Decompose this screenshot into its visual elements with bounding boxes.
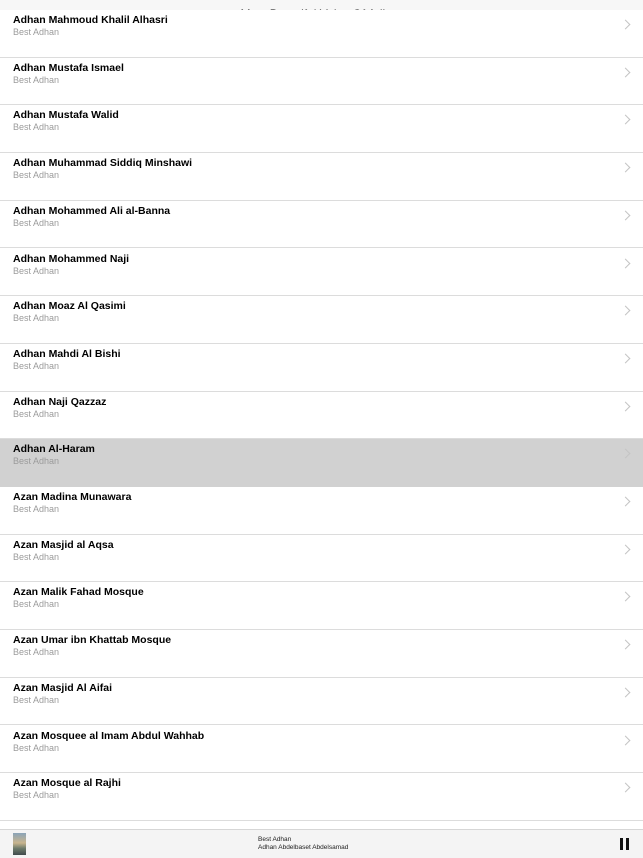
list-item-subtitle: Best Adhan: [13, 456, 60, 467]
chevron-right-icon: [621, 115, 631, 125]
list-item-title: Azan Madina Munawara: [13, 491, 132, 503]
list-item-subtitle: Best Adhan: [13, 742, 60, 753]
pause-icon[interactable]: [620, 838, 630, 850]
list-item-subtitle: Best Adhan: [13, 647, 60, 658]
chevron-right-icon: [621, 163, 631, 173]
list-item-subtitle: Best Adhan: [13, 408, 60, 419]
list-item-subtitle: Best Adhan: [13, 170, 60, 181]
chevron-right-icon: [621, 687, 631, 697]
list-item-title: Adhan Mahdi Al Bishi: [13, 347, 121, 360]
chevron-right-icon: [621, 592, 631, 602]
list-item[interactable]: [0, 201, 643, 249]
list-item-title: Azan Umar ibn Khattab Mosque: [13, 634, 172, 647]
list-item-title: Azan Masjid Al Aifai: [13, 681, 112, 694]
list-item[interactable]: [0, 10, 643, 58]
list-item[interactable]: [0, 439, 643, 487]
list-item-title: Adhan Mahmoud Khalil Alhasri: [13, 14, 168, 26]
chevron-right-icon: [621, 640, 631, 650]
chevron-right-icon: [621, 258, 631, 268]
list-item[interactable]: [0, 678, 643, 726]
list-item-subtitle: Best Adhan: [13, 504, 60, 514]
list-item-subtitle: Best Adhan: [13, 694, 60, 705]
chevron-right-icon: [621, 306, 631, 316]
list-item[interactable]: [0, 582, 643, 630]
list-item-subtitle: Best Adhan: [13, 74, 60, 85]
list-item-subtitle: Best Adhan: [13, 313, 60, 324]
list-item[interactable]: [0, 105, 643, 153]
now-playing-bar[interactable]: [0, 829, 643, 858]
chevron-right-icon: [621, 783, 631, 793]
chevron-right-icon: [621, 67, 631, 77]
list-item-title: Adhan Mustafa Ismael: [13, 61, 124, 74]
list-item-subtitle: Best Adhan: [13, 551, 60, 562]
chevron-right-icon: [621, 210, 631, 220]
list-item-title: Adhan Moaz Al Qasimi: [13, 300, 126, 313]
list-item-title: Azan Mosque al Rajhi: [13, 777, 121, 790]
now-playing-info[interactable]: [258, 836, 348, 852]
list-item[interactable]: [0, 726, 643, 774]
list-item-subtitle: Best Adhan: [13, 360, 60, 371]
chevron-right-icon: [621, 544, 631, 554]
list-item-subtitle: Best Adhan: [13, 27, 60, 37]
list-item-title: Adhan Al-Haram: [13, 443, 95, 456]
list-item[interactable]: [0, 296, 643, 344]
chevron-right-icon: [621, 497, 631, 507]
chevron-right-icon: [621, 401, 631, 411]
list-item[interactable]: [0, 630, 643, 678]
list-item[interactable]: [0, 58, 643, 106]
list-item-title: Adhan Mohammed Naji: [13, 252, 130, 265]
list-item-subtitle: Best Adhan: [13, 217, 60, 228]
list-item[interactable]: [0, 773, 643, 821]
list-item-title: Adhan Mohammed Ali al-Banna: [13, 204, 171, 217]
list-item[interactable]: [0, 487, 643, 535]
chevron-right-icon: [621, 735, 631, 745]
list-item-subtitle: Best Adhan: [13, 790, 60, 801]
list-item-subtitle: Best Adhan: [13, 265, 60, 276]
list-item-subtitle: Best Adhan: [13, 122, 60, 133]
list-item-title: Adhan Mustafa Walid: [13, 109, 119, 122]
list-item[interactable]: [0, 249, 643, 297]
list-item[interactable]: [0, 344, 643, 392]
now-playing-title: Adhan Abdelbaset Abdelsamad: [258, 844, 349, 851]
chevron-right-icon: [621, 353, 631, 363]
list-item[interactable]: [0, 535, 643, 583]
chevron-right-icon: [621, 449, 631, 459]
album-artwork[interactable]: [13, 833, 26, 855]
list-item-title: Adhan Muhammad Siddiq Minshawi: [13, 157, 193, 170]
list-item-title: Azan Malik Fahad Mosque: [13, 586, 144, 599]
now-playing-subtitle: Best Adhan: [258, 836, 292, 843]
list-item[interactable]: [0, 392, 643, 440]
chevron-right-icon: [621, 20, 631, 30]
list-item-title: Azan Masjid al Aqsa: [13, 538, 114, 551]
list-item-title: Azan Mosquee al Imam Abdul Wahhab: [13, 729, 205, 742]
list-item[interactable]: [0, 153, 643, 201]
list-item-subtitle: Best Adhan: [13, 599, 60, 610]
list-item-title: Adhan Naji Qazzaz: [13, 395, 107, 408]
adhan-list[interactable]: [0, 14, 643, 829]
